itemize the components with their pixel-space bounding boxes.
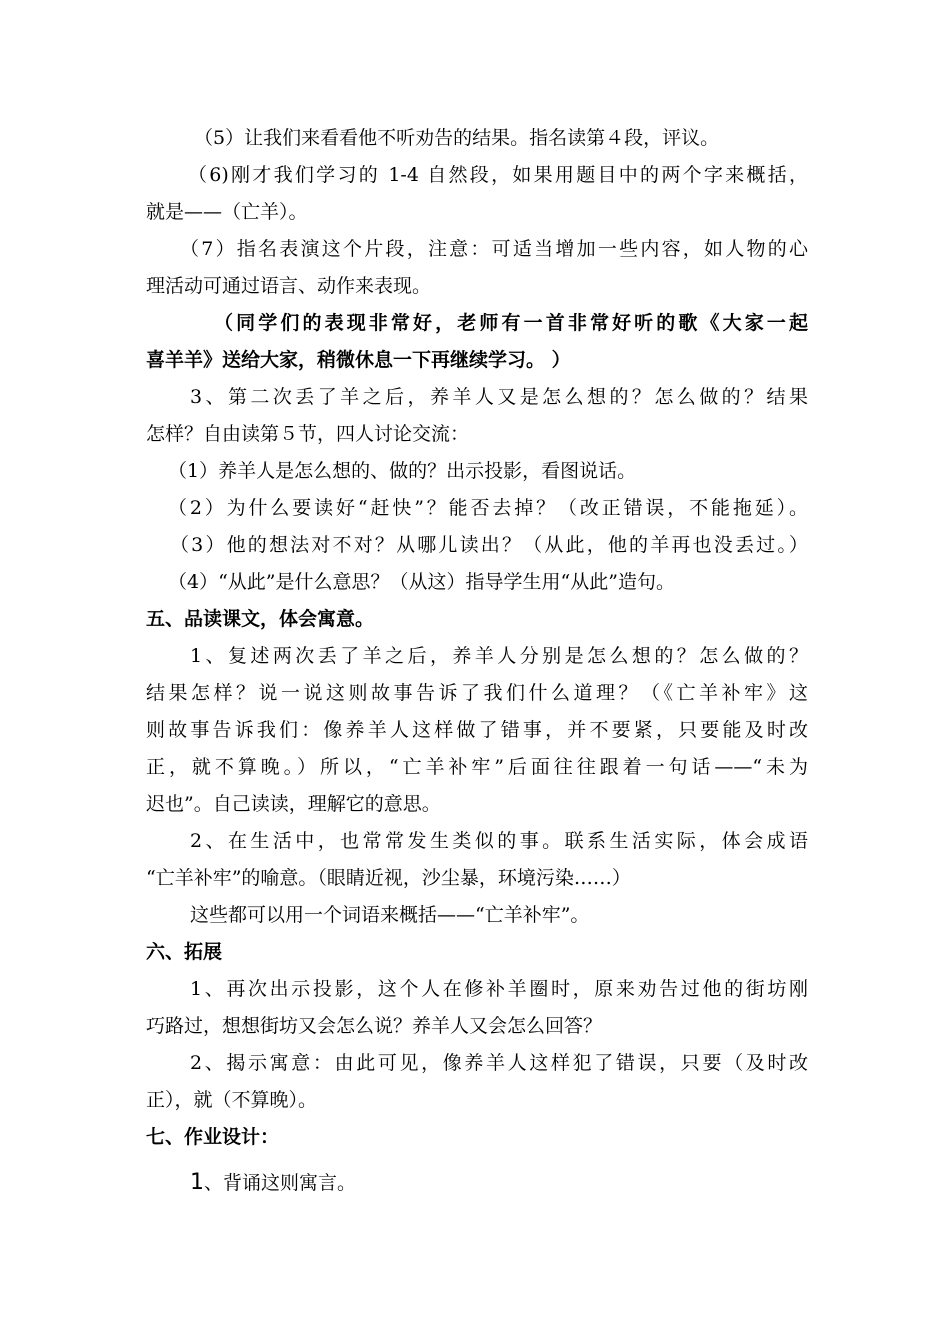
paragraph-line: “亡羊补牢”的喻意。（眼睛近视，沙尘暴，环境污染……） [146, 867, 631, 889]
paragraph-line: 2、揭示寓意：由此可见，像养羊人这样犯了错误，只要（及时改 [190, 1052, 808, 1074]
paragraph-line: 3、第二次丢了羊之后，养羊人又是怎么想的？怎么做的？结果 [190, 386, 808, 408]
paragraph-line: 2、在生活中，也常常发生类似的事。联系生活实际，体会成语 [190, 830, 808, 852]
section-heading: 六、拓展 [146, 941, 223, 963]
paragraph-line: 1、复述两次丢了羊之后，养羊人分别是怎么想的？怎么做的？ [190, 645, 808, 667]
homework-number: 1 [190, 1170, 204, 1195]
bold-note-line: 喜羊羊》送给大家，稍微休息一下再继续学习。 ） [146, 349, 571, 371]
paragraph-line: 则故事告诉我们：像养羊人这样做了错事，并不要紧，只要能及时改 [146, 719, 808, 741]
homework-text: 、背诵这则寓言。 [204, 1172, 357, 1194]
document-body [146, 120, 808, 1201]
paragraph-line: 就是——（亡羊）。 [146, 201, 308, 223]
paragraph-line: （1）养羊人是怎么想的、做的？出示投影，看图说话。 [168, 460, 637, 482]
paragraph-line: 正），就（不算晚）。 [146, 1089, 318, 1111]
paragraph-line: 1、再次出示投影，这个人在修补羊圈时，原来劝告过他的街坊刚 [190, 978, 808, 1000]
paragraph-line: 巧路过，想想街坊又会怎么说？养羊人又会怎么回答？ [146, 1015, 603, 1037]
homework-item [146, 1164, 808, 1201]
bold-note-line: （同学们的表现非常好，老师有一首非常好听的歌《大家一起 [214, 312, 808, 334]
section-heading: 五、品读课文，体会寓意。 [146, 608, 375, 630]
paragraph-line: 这些都可以用一个词语来概括——“亡羊补牢”。 [190, 904, 590, 926]
paragraph-line: （3）他的想法对不对？从哪儿读出？（从此，他的羊再也没丢过。） [170, 534, 808, 556]
paragraph-line: 怎样？自由读第５节，四人讨论交流： [146, 423, 470, 445]
section-heading: 七、作业设计： [146, 1126, 280, 1148]
paragraph-line: 理活动可通过语言、动作来表现。 [146, 275, 432, 297]
paragraph-line: 结果怎样？说一说这则故事告诉了我们什么道理？（《亡羊补牢》这 [146, 682, 808, 704]
paragraph-line: （2）为什么要读好“赶快”？能否去掉？（改正错误，不能拖延）。 [168, 497, 808, 519]
paragraph-line: （7）指名表演这个片段，注意：可适当增加一些内容，如人物的心 [180, 238, 808, 260]
paragraph-line: （4）“从此”是什么意思？（从这）指导学生用“从此”造句。 [168, 571, 675, 593]
paragraph-line: （5）让我们来看看他不听劝告的结果。指名读第４段，评议。 [194, 127, 720, 149]
paragraph-line: （6)刚才我们学习的 1-4 自然段，如果用题目中的两个字来概括， [188, 164, 808, 186]
paragraph-line: 迟也”。自己读读，理解它的意思。 [146, 793, 441, 815]
paragraph-line: 正，就不算晚。）所以，“亡羊补牢”后面往往跟着一句话——“未为 [146, 756, 808, 778]
